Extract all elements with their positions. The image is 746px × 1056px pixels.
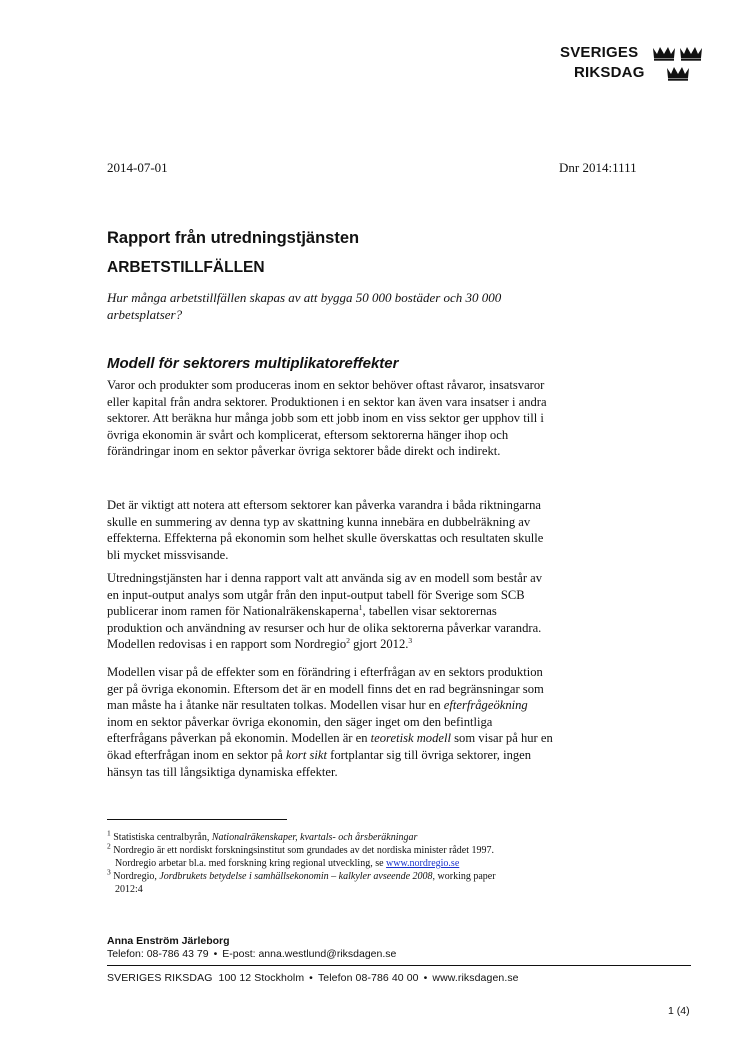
paragraph-2: Det är viktigt att notera att eftersom sektorer kan påverka varandra i båda riktningarna skulle en summering av denna typ av skattning kunna innebära en dubbelräkning av effekterna. Effekterna på ekonomin som helhet skulle överskattas och resultaten skulle bli mycket missvisande. <box>107 498 544 562</box>
report-title: ARBETSTILLFÄLLEN <box>107 259 265 276</box>
footer-divider <box>107 965 691 966</box>
riksdag-logo <box>558 44 708 88</box>
footnote-3: $^3$ Nordregio, Jordbrukets betydelse i samhällsekonomin – kalkyler avseende 2008, working paper 2012:4 <box>107 867 496 895</box>
crown-icon <box>652 45 676 61</box>
document-dnr: Dnr 2014:1111 <box>559 160 637 175</box>
footnote-ref-1[interactable]: 1 <box>358 603 363 612</box>
footer-phone: Telefon 08-786 40 00 <box>317 972 419 984</box>
footnotes <box>107 828 577 897</box>
logo-text-sveriges: SVERIGES <box>560 44 639 61</box>
author-name: Anna Enström Järleborg <box>107 935 230 947</box>
page-footer: SVERIGES RIKSDAG 100 12 Stockholm • Telefon 08-786 40 00 • www.riksdagen.se <box>107 972 519 984</box>
footer-address: 100 12 Stockholm <box>218 972 305 984</box>
crown-icon <box>679 45 703 61</box>
crown-icon <box>666 65 690 81</box>
nordregio-link[interactable]: www.nordregio.se <box>386 857 460 869</box>
paragraph-1: Varor och produkter som produceras inom en sektor behöver oftast råvaror, insatsvaror eller kapital från andra sektorer. Produktionen i en sektor kan även vara insatser i andra sektorer. Att beräkna hur många jobb som ett jobb inom en viss sektor ger upphov till i övriga ekonomin är svårt och komplicerat, eftersom sektorerna hänger ihop och förändringar inom en sektor påverkar övriga sektorer både direkt och indirekt. <box>107 378 547 459</box>
footer-web-link[interactable]: www.riksdagen.se <box>432 972 519 984</box>
paragraph-4: Modellen visar på de effekter som en förändring i efterfrågan av en sektors produktion ger på övriga ekonomin. Eftersom det är en modell finns det en rad begränsningar som man måste ha i åtanke när resultaten tolkas. Modellen visar hur en efterfrågeökning inom en sektor påverkar övriga ekonomin, den säger inget om den befintliga efterfrågans påverkan på ekonomin. Modellen är en teoretisk modell som visar på hur en ökad efterfrågan inom en sektor på kort sikt fortplantar sig till övriga sektorer, ingen hänsyn tas till långsiktiga dynamiska effekter. <box>107 665 553 779</box>
report-heading: Rapport från utredningstjänsten <box>107 229 360 247</box>
paragraph-3: Utredningstjänsten har i denna rapport valt att använda sig av en modell som består av en input-output analys som utgår från den input-output tabell för Sverige som SCB publicerar inom ramen för Nationalräkenskaperna$^1$, tabellen visar sektorernas produktion och användning av resurser och hur de olika sektorerna påverkar varandra. Modellen redovisas i en rapport som Nordregio$^2$ gjort 2012.$^3$ <box>107 571 543 652</box>
page-number: 1 (4) <box>668 1005 690 1017</box>
report-question: Hur många arbetstillfällen skapas av att bygga 50 000 bostäder och 30 000 arbetsplatser? <box>107 290 502 322</box>
document-date: 2014-07-01 <box>107 160 168 175</box>
author-phone: Telefon: 08-786 43 79 <box>107 948 209 960</box>
footnote-2: $^2$ Nordregio är ett nordiskt forskningsinstitut som grundades av det nordiska minister rådet 1997. Nordregio arbetar bl.a. med forskning kring regional utveckling, se www.nordregio.se <box>107 842 495 869</box>
footnote-ref-2[interactable]: 2 <box>346 636 350 646</box>
footnote-divider <box>107 819 287 820</box>
author-email[interactable]: E-post: anna.westlund@riksdagen.se <box>222 948 397 960</box>
footnote-ref-3[interactable]: 3 <box>408 636 413 646</box>
footnote-1: $^1$ Statistiska centralbyrån, Nationalräkenskaper, kvartals- och årsberäkningar <box>107 828 418 843</box>
author-contact: Telefon: 08-786 43 79 • E-post: anna.westlund@riksdagen.se <box>107 948 397 960</box>
footer-org: SVERIGES RIKSDAG <box>107 972 213 984</box>
logo-text-riksdag: RIKSDAG <box>574 64 645 81</box>
section-heading: Modell för sektorers multiplikatoreffekter <box>107 355 399 372</box>
